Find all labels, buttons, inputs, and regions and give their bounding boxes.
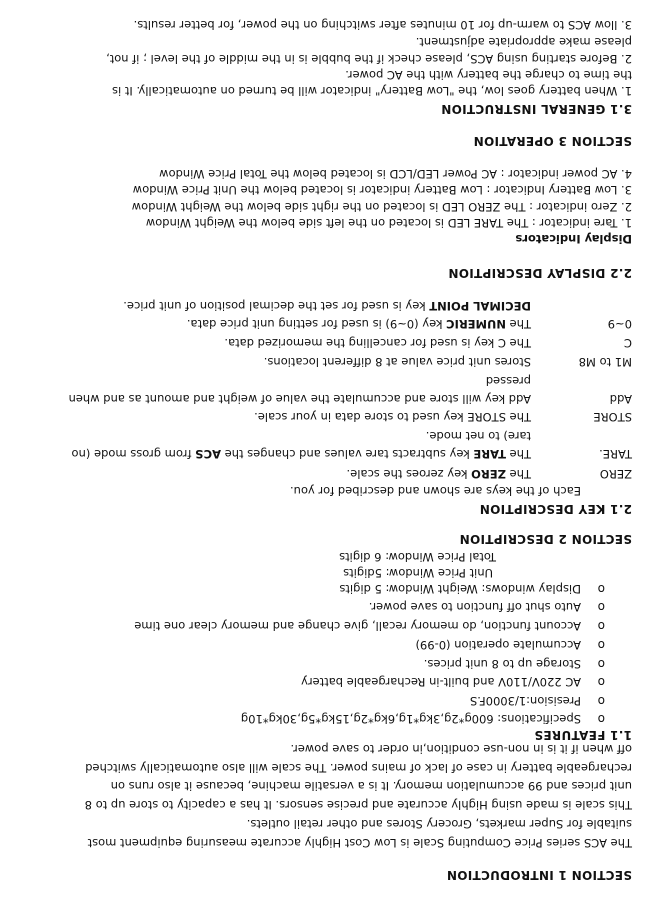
- section-3-heading: SECTION 3 OPERATION: [473, 134, 632, 148]
- features-heading: 1.1 FEATURES: [534, 728, 632, 742]
- total-price-window-spec: Total Price Window: 6 digits: [339, 550, 496, 564]
- key-desc-tare: [72, 447, 531, 461]
- intro-line-3: This scale is made using Highly accurate and precise sensors. It has a capacity to store up to 8: [84, 798, 632, 812]
- bullet-icon: o: [597, 582, 605, 596]
- key-desc-bold: ZERO: [471, 467, 506, 481]
- display-indicators-heading: Display Indicators: [515, 232, 632, 246]
- key-desc-text: The: [505, 447, 531, 461]
- feature-item: Account function, do memory recall, give change and memory clear one time: [134, 619, 581, 633]
- key-name-tare: TARE.: [599, 447, 632, 461]
- bullet-icon: o: [597, 712, 605, 726]
- key-desc-add-cont: pressed: [485, 374, 531, 388]
- indicator-item: 2. Zero indicator : The ZERO LED is located on the right side below the Weight Window: [131, 200, 632, 214]
- intro-line-1: The ACS series Price Computing Scale is Low Cost Highly accurate measuring equipment most: [87, 836, 632, 850]
- key-name-c: C: [623, 336, 632, 350]
- intro-line-5: rechargeable battery in case of lack of mains power. The scale will also automatically switched: [85, 761, 632, 775]
- instruction-item: the time to charge the battery with the AC power.: [345, 68, 632, 82]
- key-intro: Each of the keys are shown and described for you.: [289, 484, 581, 498]
- general-instruction-heading: 3.1 GENERAL INSTRUCTION: [441, 102, 632, 116]
- key-desc-text: The: [505, 317, 531, 331]
- instruction-item: 1. When battery goes low, the "Low Battery" indicator will be turned on automatically. It is: [112, 84, 632, 98]
- feature-item: Storage up to 8 unit prices.: [423, 657, 581, 671]
- key-desc-add: Add key will store and accumulate the value of weight and amount as and when: [68, 392, 531, 406]
- bullet-icon: o: [597, 657, 605, 671]
- key-desc-bold: TARE: [473, 447, 506, 461]
- section-1-heading: SECTION 1 INTRODUCTION: [446, 868, 632, 882]
- key-desc-text: key is used for set the decimal position of unit price.: [123, 299, 430, 313]
- section-2-heading: SECTION 2 DESCRIPTION: [459, 532, 632, 546]
- key-name-m1-m8: M1 to M8: [578, 355, 632, 369]
- key-desc-bold: NUMERIC: [446, 317, 506, 331]
- feature-item: Auto shut off function to save power.: [368, 600, 581, 614]
- bullet-icon: o: [597, 694, 605, 708]
- key-desc-bold: DECIMAL POINT: [429, 299, 531, 313]
- feature-item: Accumulate operation (0-99): [415, 638, 581, 652]
- instruction-item: please make appropriate adjustment.: [415, 35, 632, 49]
- key-description-heading: 2.1 KEY DESCRIPTION: [479, 502, 632, 516]
- key-desc-text: key (0~9) is used for setting unit price data.: [186, 317, 447, 331]
- key-desc-zero: [347, 467, 531, 481]
- feature-item: Specifications: 600g*2g,3kg*1g,6kg*2g,15kg*5g,30kg*10g: [240, 712, 581, 726]
- feature-item: Presision:1/3000F.S: [469, 694, 581, 708]
- key-desc-c: The C key is used for cancelling the memorized data.: [224, 336, 531, 350]
- feature-item: AC 220V/110V and built-in Rechargeable battery: [301, 675, 581, 689]
- bullet-icon: o: [597, 600, 605, 614]
- key-name-numeric: 0~9: [607, 317, 632, 331]
- key-desc-text: The: [505, 467, 531, 481]
- instruction-item: 3. llow ACS to warm-up for 10 minutes after switching on the power, for better results.: [133, 18, 632, 32]
- bullet-icon: o: [597, 638, 605, 652]
- key-desc-text: from gross mode (no: [71, 447, 196, 461]
- indicator-item: 4. AC power indicator : AC Power LED/LCD is located below the Total Price Window: [159, 167, 632, 181]
- intro-line-4: unit prices and 99 accumulation memory. It is a versatile machine, because it also runs on: [110, 779, 632, 793]
- key-desc-text: key subtracts tare values and changes the: [220, 447, 474, 461]
- key-desc-tare-cont: tare) to net mode.: [425, 429, 531, 443]
- intro-line-6: off when if it is in non-use condition,in order to save power.: [290, 742, 632, 756]
- indicator-item: 1. Tare indicator : The TARE LED is located on the left side below the Weight Window: [145, 216, 632, 230]
- key-name-store: STORE: [593, 410, 632, 424]
- key-desc-bold: ACS: [195, 447, 221, 461]
- display-description-heading: 2.2 DISPLAY DESCRIPTION: [448, 266, 632, 280]
- instruction-item: 2. Before starting using ACS, please check if the bubble is in the middle of the level ; if not,: [106, 52, 632, 66]
- key-desc-text: key zeroes the scale.: [346, 467, 472, 481]
- key-desc-m1-m8: Stores unit price value at 8 different locations.: [263, 355, 531, 369]
- intro-line-2: suitable for Super markets, Grocery Stores and other retail outlets.: [246, 817, 632, 831]
- bullet-icon: o: [597, 619, 605, 633]
- indicator-item: 3. Low Battery Indicator : Low Battery indicator is located below the Unit Price Window: [132, 183, 632, 197]
- key-desc-decimal-point: [123, 299, 531, 313]
- key-name-zero: ZERO: [599, 467, 632, 481]
- bullet-icon: o: [597, 675, 605, 689]
- unit-price-window-spec: Unit Price Window: 5digits: [343, 566, 493, 580]
- key-desc-numeric: [187, 317, 531, 331]
- key-name-add: Add: [609, 392, 632, 406]
- key-desc-store: The STORE key used to store data in your scale.: [254, 410, 531, 424]
- feature-item: Display windows: Weight Window: 5 digits: [339, 582, 581, 596]
